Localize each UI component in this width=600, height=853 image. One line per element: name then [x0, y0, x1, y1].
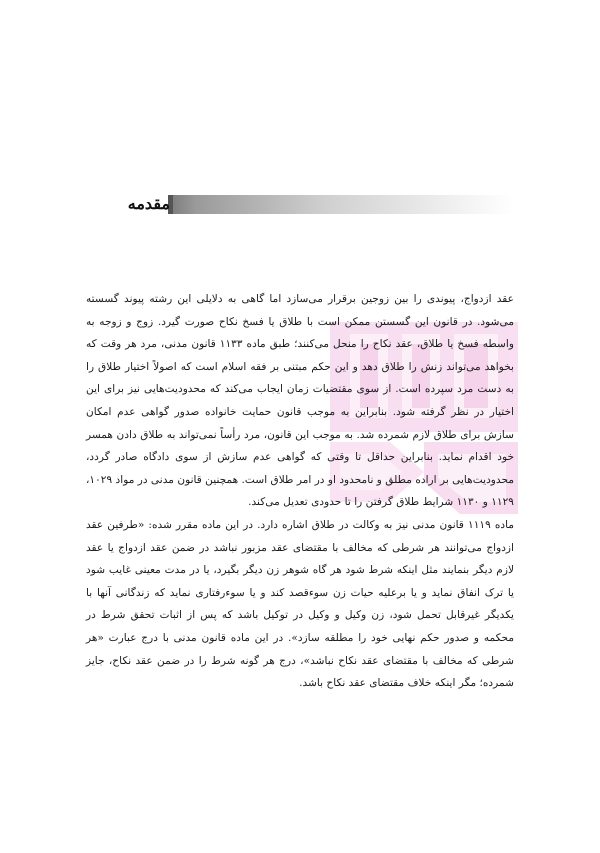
paragraph-divorce-intro: عقد ازدواج، پیوندی را بین زوجین برقرار می‌سازد اما گاهی به دلایلی این رشته پیوند گسسته می‌شود. در قانون این گسستن ممکن است با طلاق یا فسخ نکاح صورت گیرد. زوج و زوجه به واسطه فسخ یا طلاق، عقد نکاح را منحل می‌کنند؛ طبق ماده ۱۱۳۳ قانون مدنی، مرد هر وقت که بخواهد می‌تواند زنش را طلاق دهد و این حکم مبتنی بر فقه اسلام است که اصولاً اختیار طلاق را به دست مرد سپرده است. از سوی مقتضیات زمان ایجاب می‌کند که محدودیت‌هایی نیز برای این اختیار در نظر گرفته شود. بنابراین به موجب قانون حمایت خانواده صدور گواهی عدم امکان سازش برای طلاق لازم شمرده شد. به موجب این قانون، مرد رأساً نمی‌تواند به طلاق دادن همسر خود اقدام نماید. بنابراین حداقل تا وقتی که گواهی عدم سازش از سوی دادگاه صادر گردد، محدودیت‌هایی بر اراده مطلق و نامحدود او در امر طلاق است. همچنین قانون مدنی در مواد ۱۰۲۹، ۱۱۲۹ و ۱۱۳۰ شرایط طلاق گرفتن را تا حدودی تعدیل می‌کند.: [86, 293, 514, 509]
chapter-title: مقدمه: [127, 194, 170, 213]
chapter-header-band: [168, 195, 514, 214]
paragraph-article-1119: ماده ۱۱۱۹ قانون مدنی نیز به وکالت در طلاق اشاره دارد. در این ماده مقرر شده: «طرفین عقد ازدواج می‌توانند هر شرطی که مخالف با مقتضای عقد مزبور نباشد در ضمن عقد ازدواج یا عقد لازم دیگر بنمایند مثل اینکه شرط شود هر گاه شوهر زن دیگر بگیرد، یا در مدت معینی غایب شود یا ترک انفاق نماید و یا برعلیه حیات زن سوءقصد کند و یا سوءرفتاری نماید که زندگانی آنها با یکدیگر غیرقابل تحمل شود، زن وکیل و وکیل در توکیل باشد که پس از اثبات تحقق شرط در محکمه و صدور حکم نهایی خود را مطلقه سازد». در این ماده قانون مدنی با درج عبارت «هر شرطی که مخالف با مقتضای عقد نکاح نباشد»، درج هر گونه شرط را در ضمن عقد نکاح، جایز شمرده؛ مگر اینکه خلاف مقتضای عقد نکاح باشد.: [86, 518, 514, 690]
body-text: [86, 288, 514, 695]
